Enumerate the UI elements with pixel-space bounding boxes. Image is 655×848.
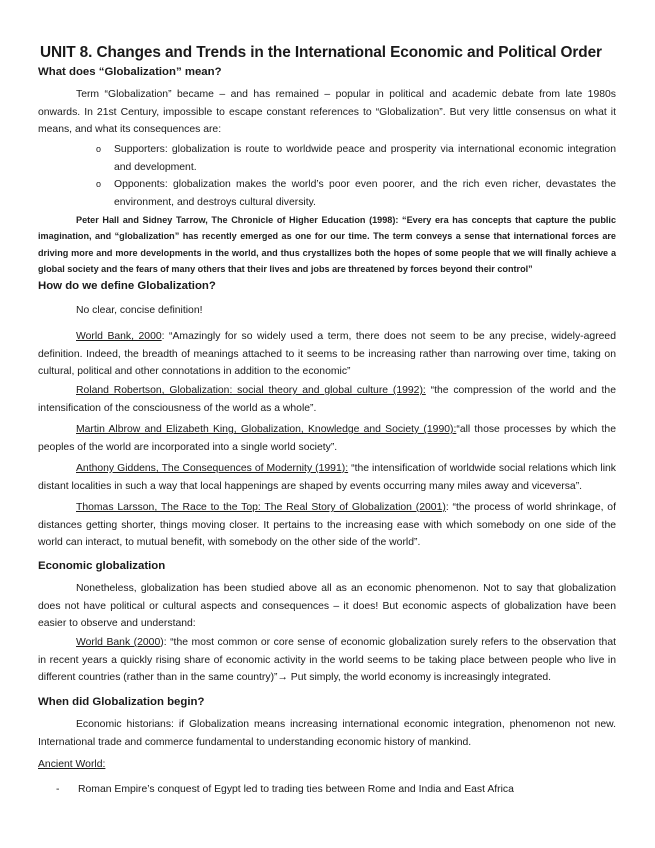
definition-larsson <box>38 499 616 552</box>
definition-source: Roland Robertson, Globalization: social theory and global culture (1992): <box>76 385 426 396</box>
definition-robertson <box>38 382 616 417</box>
paragraph-world-bank-economic <box>38 634 616 687</box>
quote-text: “Every era has concepts that capture the public imagination, and “globalization” has recently emerged as one for our time. The term conveys a sense that international forces are driving more and more developments in the world, and thus crystallizes both the hopes of some people that we will finally achieve a global society and the fears of many others that their lives and jobs are threatened by forces beyond their control” <box>38 215 617 275</box>
paragraph-economic-historians <box>38 716 616 751</box>
dash-item <box>56 781 514 799</box>
bullet-list <box>96 141 616 211</box>
wb-source: World Bank (2000 <box>76 637 161 648</box>
quote-source: Peter Hall and Sidney Tarrow, The Chronicle of Higher Education (1998): <box>76 215 399 225</box>
definition-albrow-king <box>38 421 616 456</box>
lead-no-definition: No clear, concise definition! <box>76 305 203 316</box>
bullet-item-supporters <box>96 141 616 176</box>
bullet-marker: o <box>96 144 102 154</box>
historians-text: Economic historians: if Globalization means increasing international economic integration, phenomenon not new. International trade and commerce fundamental to understanding economic history of mankind. <box>38 719 616 748</box>
economic-intro-text: Nonetheless, globalization has been studied above all as an economic phenomenon. Not to say that globalization does not have political or cultural aspects and consequences – it does! But economic aspects of globalization have been easier to observe and understand: <box>38 583 616 630</box>
heading-what-does-globalization-mean: What does “Globalization” mean? <box>38 66 222 78</box>
definition-world-bank <box>38 328 616 381</box>
wb-text: ): “the most common or core sense of economic globalization surely refers to the observation that in recent years a quickly rising share of economic activity in the world seems to be taking place between people who live in different countries (rather than in the same country)”→ Put simply, the world economy is increasingly integrated. <box>38 637 617 684</box>
quote-hall-tarrow <box>38 212 616 278</box>
bullet-text: Supporters: globalization is route to worldwide peace and prosperity via international economic integration and development. <box>114 144 616 173</box>
intro-text: Term “Globalization” became – and has remained – popular in political and academic debate from late 1980s onwards. In 21st Century, impossible to escape constant references to “Globalization”. But very little consensus on what it means, and what its consequences are: <box>38 89 616 136</box>
bullet-text: Opponents: globalization makes the world’s poor even poorer, and the rich even richer, devastates the environment, and destroys cultural diversity. <box>114 179 616 208</box>
definition-text: “the compression of the world and the intensification of the consciousness of the world as a whole”. <box>38 385 616 414</box>
heading-how-do-we-define: How do we define Globalization? <box>38 280 216 292</box>
page-title: UNIT 8. Changes and Trends in the International Economic and Political Order <box>40 44 602 61</box>
paragraph-economic-intro <box>38 580 616 633</box>
heading-economic-globalization: Economic globalization <box>38 560 166 572</box>
subheading-ancient-world: Ancient World: <box>38 759 106 770</box>
dash-item-text: Roman Empire’s conquest of Egypt led to trading ties between Rome and India and East Africa <box>78 784 514 795</box>
definition-source: Martin Albrow and Elizabeth King, Globalization, Knowledge and Society (1990): <box>76 424 457 435</box>
bullet-item-opponents <box>96 176 616 211</box>
paragraph-intro <box>38 86 616 139</box>
definition-source: World Bank, 2000 <box>76 331 162 342</box>
definition-text: : “Amazingly for so widely used a term, there does not seem to be any precise, widely-agreed definition. Indeed, the breadth of meanings attached to it seems to be increasing rather than narrowing over time, taking on cultural, political and other connotations in addition to the economic” <box>38 331 616 378</box>
definition-text: : “the process of world shrinkage, of distances getting shorter, things moving closer. It pertains to the increasing ease with which somebody on one side of the world can interact, to mutual benefit, with somebody on the other side of the world”. <box>38 502 616 549</box>
heading-when-did-globalization-begin: When did Globalization begin? <box>38 696 205 708</box>
definition-giddens <box>38 460 616 495</box>
bullet-marker: o <box>96 179 102 190</box>
definition-source: Anthony Giddens, The Consequences of Modernity (1991): <box>76 463 349 474</box>
dash-marker: - <box>56 784 60 795</box>
definition-source: Thomas Larsson, The Race to the Top: The Real Story of Globalization (2001) <box>76 502 446 513</box>
definition-text: “all those processes by which the peoples of the world are incorporated into a single world society”. <box>38 424 616 453</box>
definition-text: “the intensification of worldwide social relations which link distant localities in such a way that local happenings are shaped by events occurring many miles away and viceversa”. <box>38 463 616 492</box>
